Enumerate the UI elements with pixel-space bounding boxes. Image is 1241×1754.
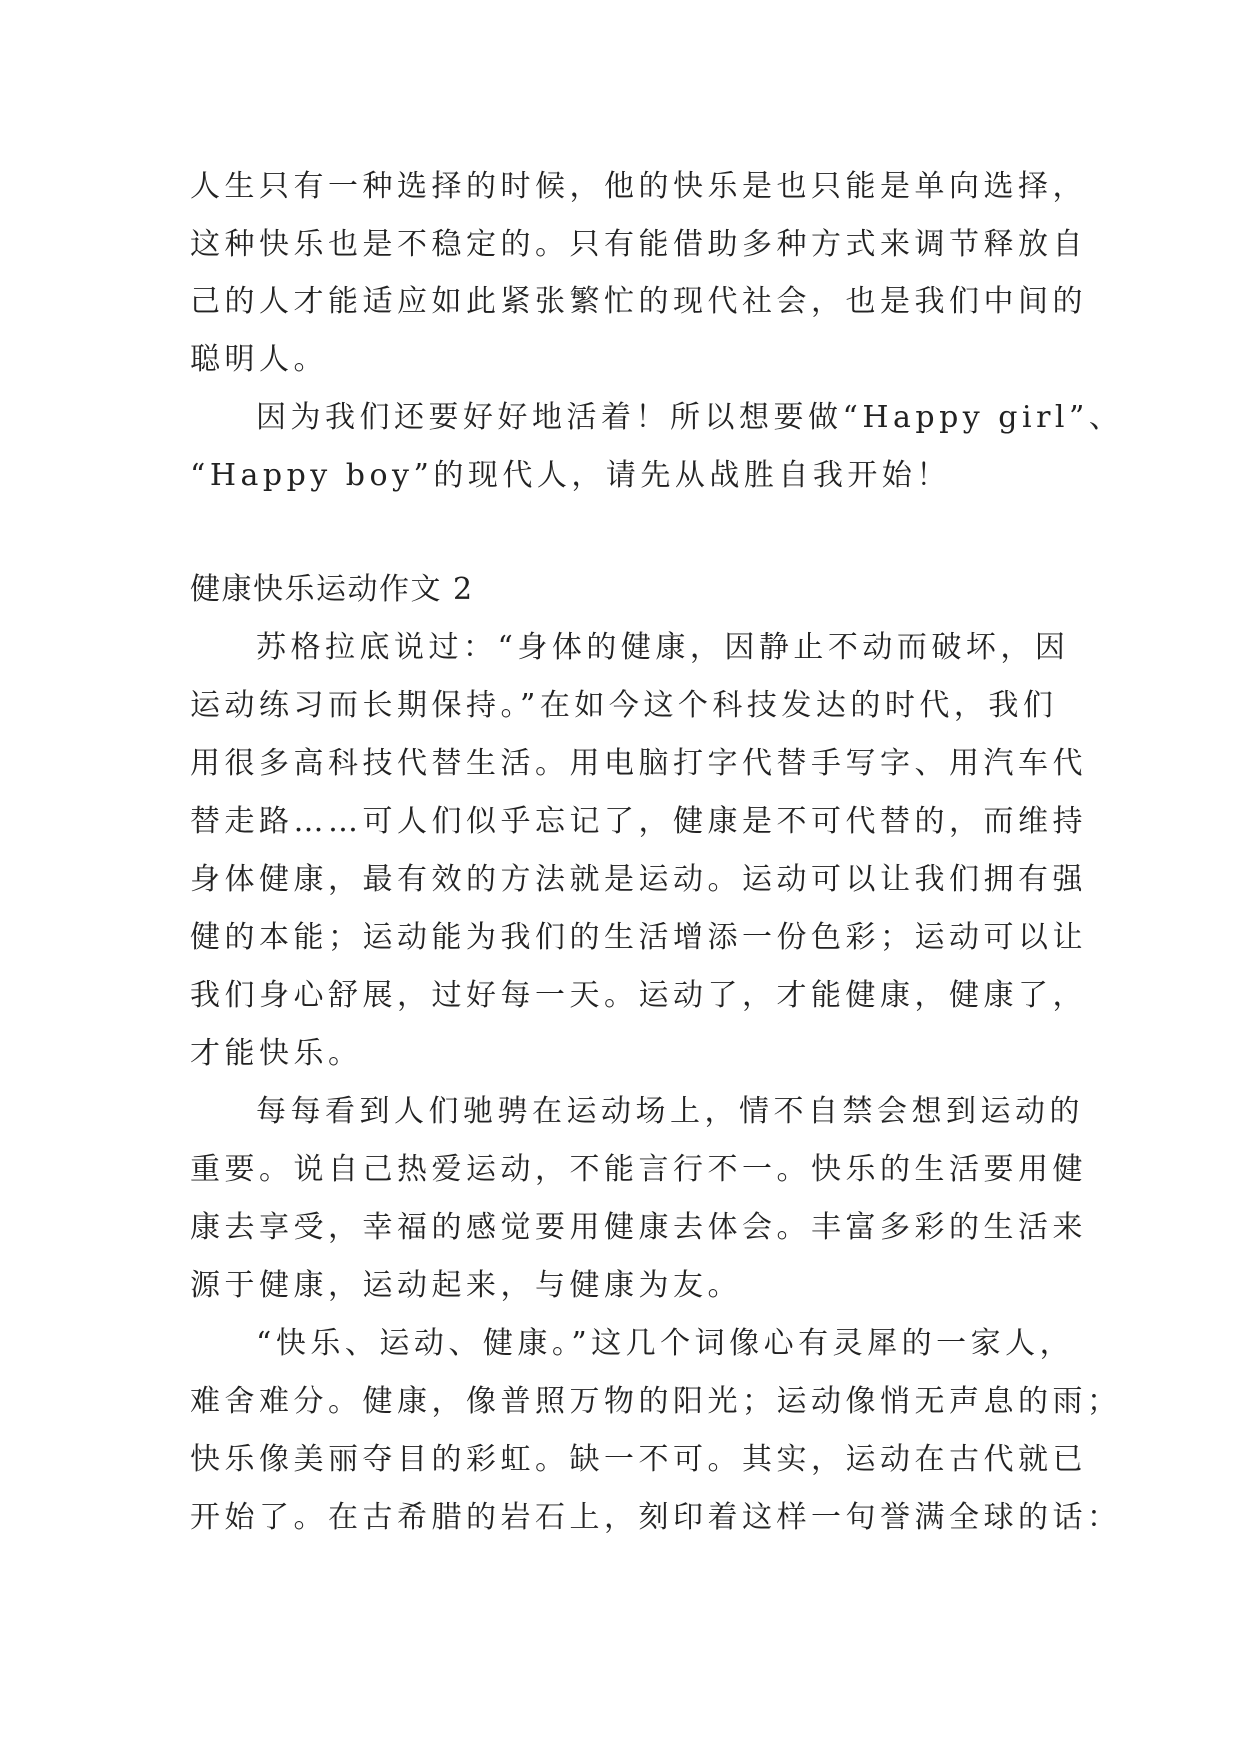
text-line: “快乐、运动、健康。”这几个词像心有灵犀的一家人，: [256, 1326, 1075, 1361]
text-line: 每每看到人们驰骋在运动场上，情不自禁会想到运动的: [256, 1094, 1084, 1129]
text-line: 我们身心舒展，过好每一天。运动了，才能健康，健康了，: [190, 978, 1087, 1013]
essay-heading: 健康快乐运动作文 2: [190, 572, 474, 607]
text-line: 运动练习而长期保持。”在如今这个科技发达的时代，我们: [190, 688, 1058, 723]
text-line: 重要。说自己热爱运动，不能言行不一。快乐的生活要用健: [190, 1152, 1087, 1187]
text-line: 己的人才能适应如此紧张繁忙的现代社会，也是我们中间的: [190, 284, 1087, 319]
text-line: 人生只有一种选择的时候，他的快乐是也只能是单向选择，: [190, 169, 1087, 204]
text-line: 替走路……可人们似乎忘记了，健康是不可代替的，而维持: [190, 804, 1087, 839]
text-line: 源于健康，运动起来，与健康为友。: [190, 1268, 742, 1303]
text-line: 苏格拉底说过：“身体的健康，因静止不动而破坏，因: [256, 630, 1070, 665]
text-line: 这种快乐也是不稳定的。只有能借助多种方式来调节释放自: [190, 227, 1087, 262]
text-line: 身体健康，最有效的方法就是运动。运动可以让我们拥有强: [190, 862, 1087, 897]
text-line: 因为我们还要好好地活着！所以想要做“Happy girl”、: [256, 400, 1124, 435]
text-line: 聪明人。: [190, 342, 328, 377]
text-line: 用很多高科技代替生活。用电脑打字代替手写字、用汽车代: [190, 746, 1087, 781]
text-line: 健的本能；运动能为我们的生活增添一份色彩；运动可以让: [190, 920, 1087, 955]
text-line: 快乐像美丽夺目的彩虹。缺一不可。其实，运动在古代就已: [190, 1442, 1087, 1477]
text-line: 开始了。在古希腊的岩石上，刻印着这样一句誉满全球的话：: [190, 1500, 1122, 1535]
text-line: 才能快乐。: [190, 1036, 363, 1071]
text-line: 康去享受，幸福的感觉要用健康去体会。丰富多彩的生活来: [190, 1210, 1087, 1245]
text-line: “Happy boy”的现代人，请先从战胜自我开始！: [190, 458, 951, 493]
text-line: 难舍难分。健康，像普照万物的阳光；运动像悄无声息的雨；: [190, 1384, 1122, 1419]
